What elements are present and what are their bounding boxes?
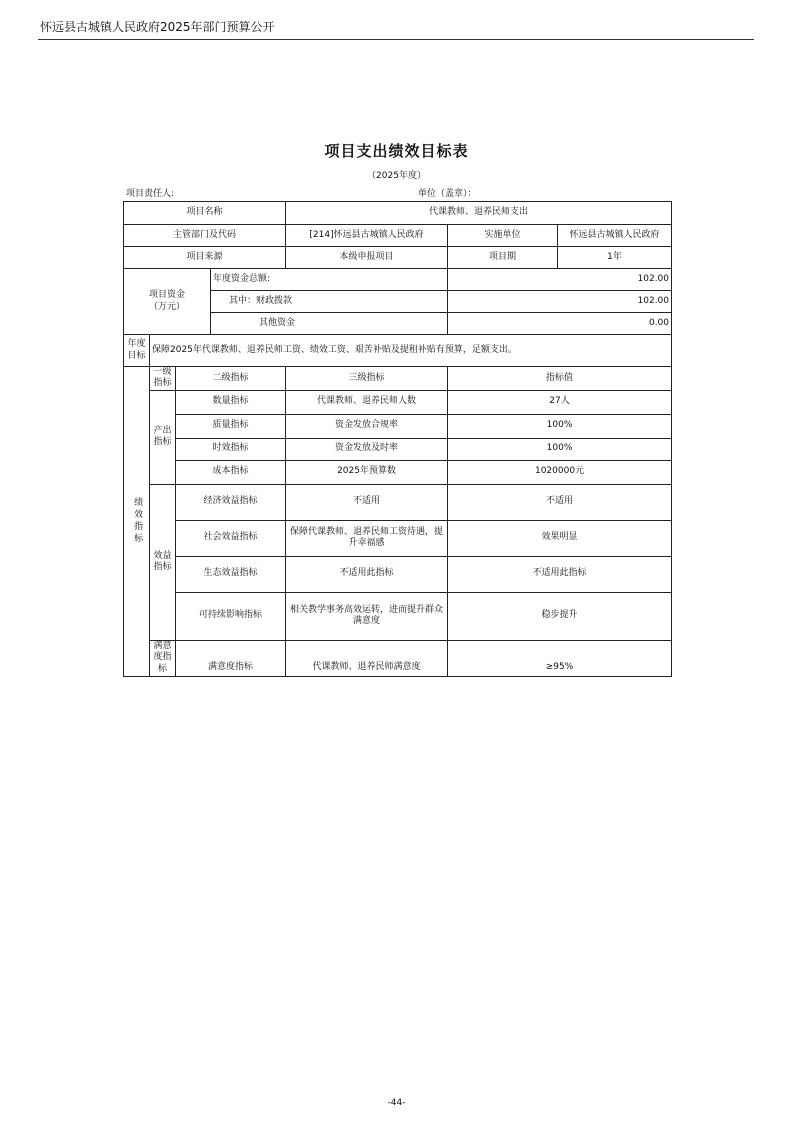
table-row: [124, 460, 672, 484]
output-l3: 资金发放及时率: [286, 438, 448, 460]
annual-goal-value: 保障2025年代课教师、退养民师工资、绩效工资、艰苦补贴及提租补贴有预算，足额支出。: [150, 335, 672, 367]
impl-unit-value: 怀远县古城镇人民政府: [558, 225, 672, 247]
page-title: 项目支出绩效目标表: [324, 142, 469, 160]
table-row: [124, 520, 672, 556]
benefit-value: 不适用: [448, 484, 672, 520]
funds-label: [124, 269, 211, 335]
table-row: [124, 269, 672, 291]
value-header: 指标值: [448, 367, 672, 391]
perf-indicator-text: 绩效指标: [132, 497, 143, 546]
output-value: 27人: [448, 390, 672, 414]
table-row: [124, 225, 672, 247]
table-row: [124, 640, 672, 660]
responsible-person-label: 项目责任人:: [126, 189, 175, 199]
table-row: [124, 202, 672, 225]
output-l2: 时效指标: [176, 438, 286, 460]
funds-label-line2: （万元）: [148, 301, 185, 312]
dept-value: [214]怀远县古城镇人民政府: [286, 225, 448, 247]
benefit-l3: 不适用此指标: [286, 556, 448, 592]
satisfaction-l2-top: [176, 640, 286, 660]
perf-indicator-label: [124, 367, 150, 677]
project-name-value: 代课教师、退养民师支出: [286, 202, 672, 225]
dept-label: 主管部门及代码: [124, 225, 286, 247]
output-l3: 代课教师、退养民师人数: [286, 390, 448, 414]
output-l3: 资金发放合规率: [286, 414, 448, 438]
funds-label-line1: 项目资金: [148, 290, 185, 301]
total-funds-label: 年度资金总额:: [211, 269, 448, 291]
output-value: 1020000元: [448, 460, 672, 484]
benefit-l2: 可持续影响指标: [176, 592, 286, 640]
annual-goal-label: 年度目标: [124, 335, 150, 367]
unit-stamp-label: 单位（盖章）：: [418, 189, 477, 199]
level3-header: 三级指标: [286, 367, 448, 391]
benefit-l2: 经济效益指标: [176, 484, 286, 520]
table-row: [124, 484, 672, 520]
table-row: [124, 247, 672, 269]
period-label: 项目期: [448, 247, 558, 269]
year-label: （2025年度）: [367, 171, 426, 181]
table-row: [124, 556, 672, 592]
benefit-l3: 保障代课教师、退养民师工资待遇，提升幸福感: [286, 520, 448, 556]
satisfaction-indicator-label: 满意度指标: [150, 640, 176, 676]
output-indicator-label: 产出指标: [150, 390, 176, 484]
table-row: [124, 335, 672, 367]
period-value: 1年: [558, 247, 672, 269]
fiscal-funds-value: 102.00: [448, 291, 672, 313]
table-row: [124, 367, 672, 391]
table-row: [124, 592, 672, 640]
other-funds-value: 0.00: [448, 313, 672, 335]
total-funds-value: 102.00: [448, 269, 672, 291]
table-row: [124, 660, 672, 676]
fiscal-funds-label: 其中：财政拨款: [211, 291, 448, 313]
satisfaction-l3-top: [286, 640, 448, 660]
output-value: 100%: [448, 438, 672, 460]
table-row: [124, 438, 672, 460]
level2-header: 二级指标: [176, 367, 286, 391]
output-l2: 成本指标: [176, 460, 286, 484]
header-divider: [38, 39, 754, 40]
output-l3: 2025年预算数: [286, 460, 448, 484]
table-row: [124, 390, 672, 414]
benefit-l3: 相关教学事务高效运转，进而提升群众满意度: [286, 592, 448, 640]
satisfaction-value-top: [448, 640, 672, 660]
satisfaction-value: ≥95%: [448, 660, 672, 676]
benefit-value: 效果明显: [448, 520, 672, 556]
level1-header: 一级指标: [150, 367, 176, 391]
satisfaction-l3: 代课教师、退养民师满意度: [286, 660, 448, 676]
performance-target-table: [123, 201, 672, 677]
source-value: 本级申报项目: [286, 247, 448, 269]
benefit-l2: 生态效益指标: [176, 556, 286, 592]
output-l2: 数量指标: [176, 390, 286, 414]
page-number: -44-: [387, 1098, 406, 1108]
impl-unit-label: 实施单位: [448, 225, 558, 247]
satisfaction-l2: 满意度指标: [176, 660, 286, 676]
benefit-value: 稳步提升: [448, 592, 672, 640]
source-label: 项目来源: [124, 247, 286, 269]
benefit-value: 不适用此指标: [448, 556, 672, 592]
page-header: 怀远县古城镇人民政府2025年部门预算公开: [40, 20, 275, 34]
output-l2: 质量指标: [176, 414, 286, 438]
benefit-indicator-label: 效益指标: [150, 484, 176, 640]
output-value: 100%: [448, 414, 672, 438]
benefit-l2: 社会效益指标: [176, 520, 286, 556]
other-funds-label: 其他资金: [211, 313, 448, 335]
table-row: [124, 414, 672, 438]
project-name-label: 项目名称: [124, 202, 286, 225]
benefit-l3: 不适用: [286, 484, 448, 520]
